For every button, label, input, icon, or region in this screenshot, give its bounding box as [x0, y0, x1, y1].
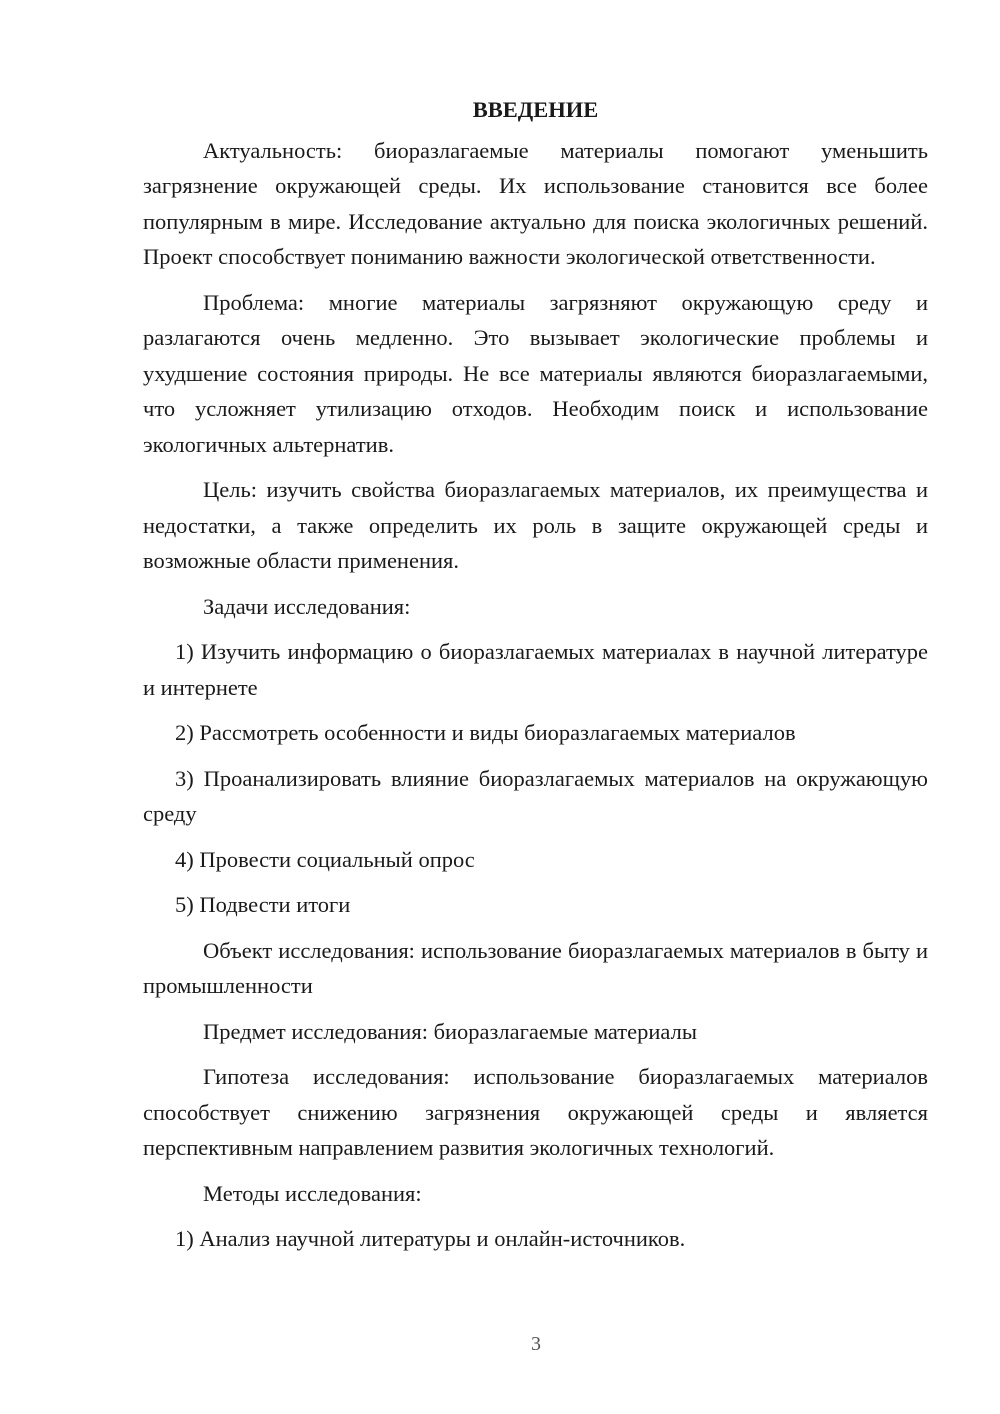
task-item: 4) Провести социальный опрос: [175, 846, 475, 872]
document-body: [143, 92, 928, 1267]
task-item: 1) Изучить информацию о биоразлагаемых материалах в научной литературе и интернете: [143, 639, 928, 700]
hypothesis-paragraph: Гипотеза исследования: использование биоразлагаемых материалов способствует снижению загрязнения окружающей среды и является перспективным направлением развития экологичных технологий.: [143, 1064, 928, 1160]
goal-paragraph: Цель: изучить свойства биоразлагаемых материалов, их преимущества и недостатки, а также определить их роль в защите окружающей среды и возможные области применения.: [143, 477, 928, 573]
object-paragraph: Объект исследования: использование биоразлагаемых материалов в быту и промышленности: [143, 937, 928, 998]
task-item: 5) Подвести итоги: [175, 892, 351, 917]
tasks-heading: Задачи исследования:: [203, 593, 411, 619]
task-item: 3) Проанализировать влияние биоразлагаемых материалов на окружающую среду: [143, 765, 928, 826]
relevance-paragraph: Актуальность: биоразлагаемые материалы помогают уменьшить загрязнение окружающей среды. Их использование становится все более популярным в мире. Исследование актуально для поиска экологичных решений. Проект способствует пониманию важности экологической ответственности.: [143, 137, 928, 269]
page-title: ВВЕДЕНИЕ: [472, 97, 599, 122]
subject-paragraph: Предмет исследования: биоразлагаемые материалы: [203, 1018, 697, 1044]
problem-paragraph: Проблема: многие материалы загрязняют окружающую среду и разлагаются очень медленно. Это вызывает экологические проблемы и ухудшение состояния природы. Не все материалы являются биоразлагаемыми, что усложняет утилизацию отходов. Необходим поиск и использование экологичных альтернатив.: [143, 289, 928, 457]
page-number: 3: [531, 1333, 541, 1355]
methods-heading: Методы исследования:: [203, 1180, 422, 1206]
task-item: 2) Рассмотреть особенности и виды биоразлагаемых материалов: [175, 720, 796, 745]
method-item: 1) Анализ научной литературы и онлайн-источников.: [175, 1226, 686, 1251]
